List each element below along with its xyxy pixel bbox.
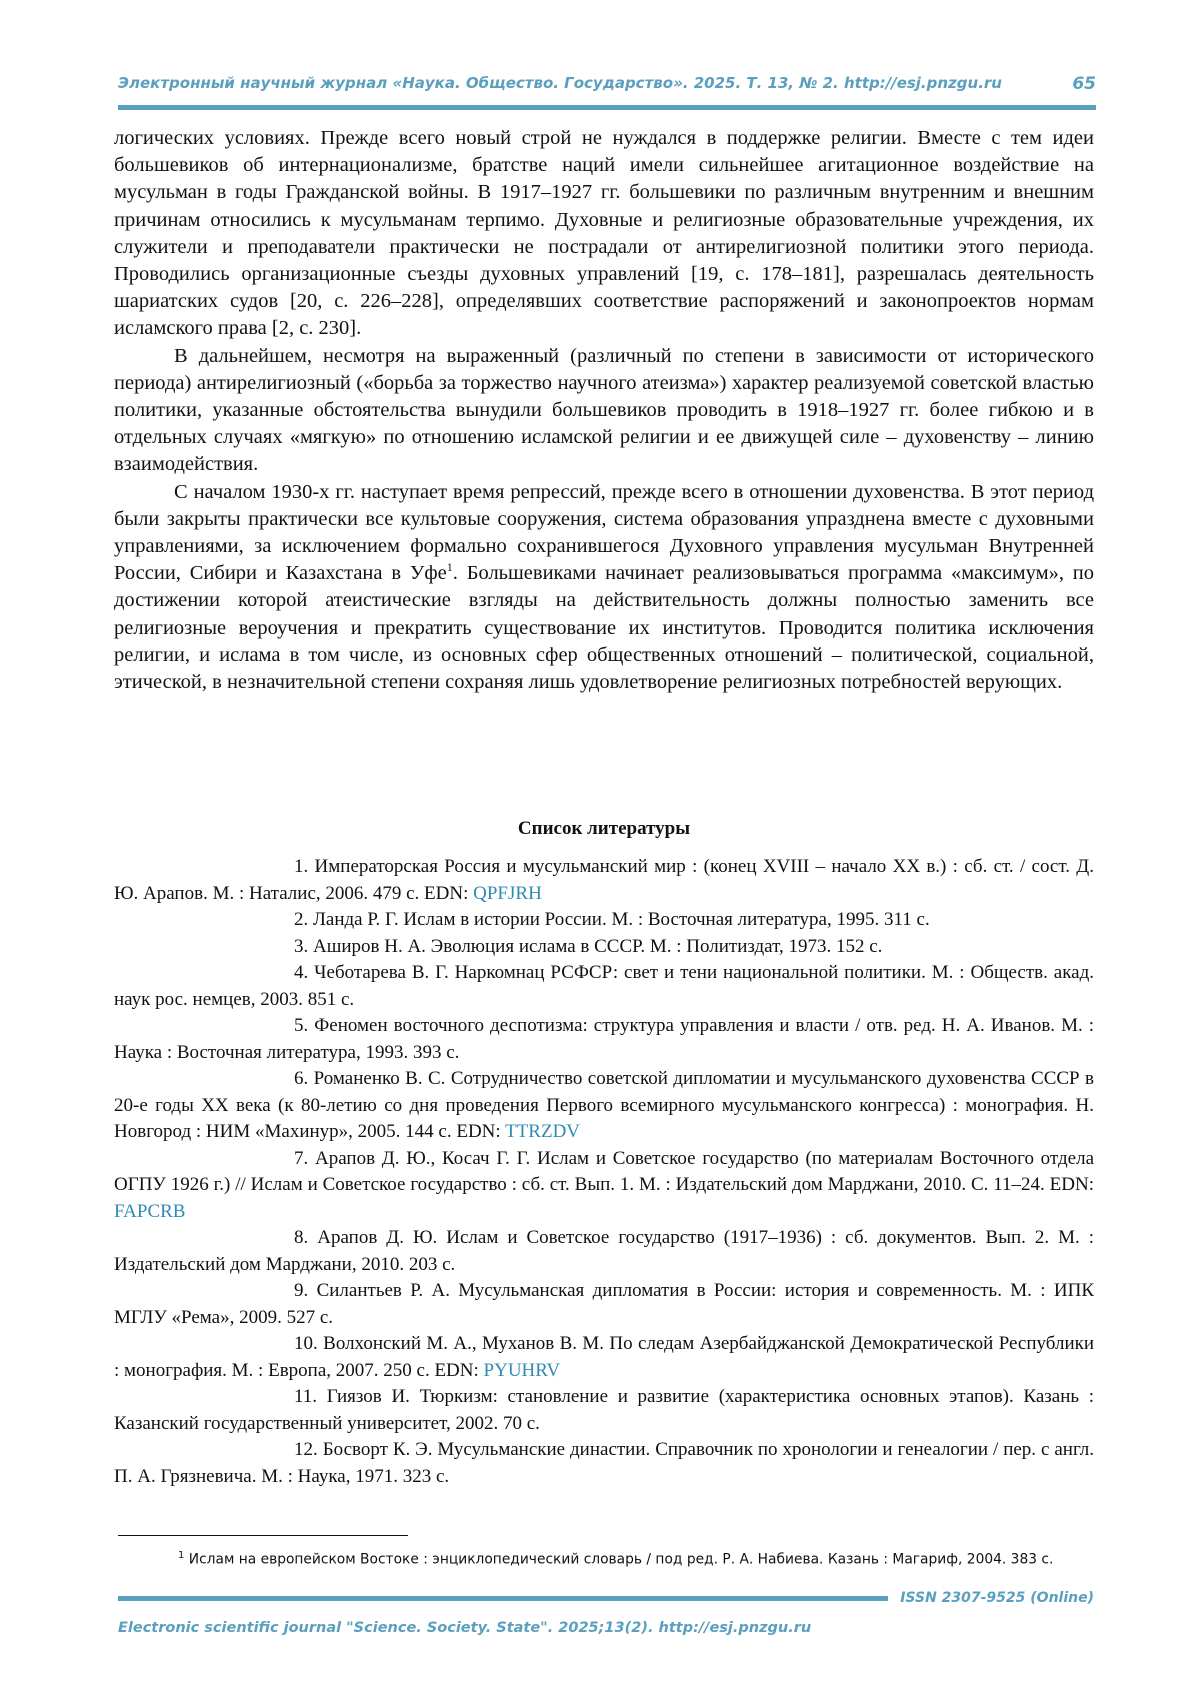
journal-header-text: Электронный научный журнал «Наука. Общество. Государство». 2025. Т. 13, № 2. http://esj.pnzgu.ru	[118, 74, 1002, 92]
footnote	[118, 1546, 1094, 1570]
reference-text: Волхонский М. А., Муханов В. М. По следам Азербайджанской Демократической Республики : монография. М. : Европа, 2007. 250 с. EDN:	[114, 1333, 1095, 1381]
reference-number: 9.	[294, 1280, 309, 1301]
reference-number: 7.	[294, 1147, 309, 1169]
reference-number: 10.	[294, 1333, 318, 1354]
reference-number: 1.	[294, 856, 309, 877]
reference-text: Императорская Россия и мусульманский мир : (конец XVIII – начало XX в.) : сб. ст. / сост. Д. Ю. Арапов. М. : Наталис, 2006. 479 с. EDN:	[114, 856, 1094, 904]
reference-item	[114, 1013, 1094, 1066]
reference-text: Чеботарева В. Г. Наркомнац РСФСР: свет и тени национальной политики. М. : Обществ. акад. наук рос. немцев, 2003. 851 с.	[114, 962, 1095, 1010]
footer-journal-text: Electronic scientific journal "Science. Society. State". 2025;13(2). http://esj.pnzgu.ru	[118, 1620, 812, 1636]
reference-text: Босворт К. Э. Мусульманские династии. Справочник по хронологии и генеалогии / пер. с англ. П. А. Грязневича. М. : Наука, 1971. 323 с.	[114, 1439, 1094, 1487]
reference-number: 3.	[294, 935, 309, 957]
paragraph	[114, 479, 1094, 697]
reference-text: Силантьев Р. А. Мусульманская дипломатия в России: история и современность. М. : ИПК МГЛУ «Рема», 2009. 527 с.	[114, 1280, 1094, 1328]
header-rule	[118, 105, 1096, 110]
footnote-number: 1	[178, 1550, 185, 1561]
reference-item	[114, 960, 1094, 1013]
reference-item	[114, 1437, 1094, 1490]
reference-item	[114, 907, 1094, 934]
reference-number: 11.	[294, 1386, 318, 1407]
paragraph-text: С началом 1930-х гг. наступает время репрессий, прежде всего в отношении духовенства. В этот период были закрыты практически все культовые сооружения, система образования упразднена вместе с духовными управлениями, за исключением формально сохранившегося Духовного управления мусульман Внутренней России, Сибири и Казахстана в Уфе	[114, 480, 1094, 585]
reference-text: Ланда Р. Г. Ислам в истории России. М. : Восточная литература, 1995. 311 с.	[313, 909, 930, 930]
paragraph: логических условиях. Прежде всего новый строй не нуждался в поддержке религии. Вместе с тем идеи большевиков об интернационализме, братстве наций имели сильнейшее агитационное воздействие на мусульман в годы Гражданской войны. В 1917–1927 гг. большевики по различным внутренним и внешним причинам относились к мусульманам терпимо. Духовные и религиозные образовательные учреждения, их служители и преподаватели практически не пострадали от антирелигиозной политики этого периода. Проводились организационные съезды духовных управлений [19, с. 178–181], разрешалась деятельность шариатских судов [20, с. 226–228], определявших соответствие распоряжений и законопроектов нормам исламского права [2, с. 230].	[114, 127, 1094, 340]
article-body	[114, 125, 1094, 696]
reference-item	[114, 854, 1094, 907]
reference-number: 4.	[294, 962, 309, 983]
issn-label: ISSN 2307-9525 (Online)	[900, 1590, 1094, 1606]
reference-text: Феномен восточного деспотизма: структура управления и власти / отв. ред. Н. А. Иванов. М. : Наука : Восточная литература, 1993. 393 с.	[114, 1015, 1095, 1063]
reference-text: Романенко В. С. Сотрудничество советской дипломатии и мусульманского духовенства СССР в 20-е годы XX века (к 80-летию со дня проведения Первого всемирного мусульманского конгресса) : монография. Н. Новгород : НИМ «Махинур», 2005. 144 с. EDN:	[114, 1068, 1094, 1142]
running-header	[118, 74, 1096, 98]
edn-link[interactable]: PYUHRV	[483, 1359, 561, 1381]
reference-item	[114, 1331, 1094, 1384]
reference-item	[114, 1225, 1094, 1278]
paragraph: В дальнейшем, несмотря на выраженный (различный по степени в зависимости от исторического периода) антирелигиозный («борьба за торжество научного атеизма») характер реализуемой советской властью политики, указанные обстоятельства вынудили большевиков проводить в 1918–1927 гг. более гибкою и в отдельных случаях «мягкую» по отношению исламской религии и ее движущей силе – духовенству – линию взаимодействия.	[114, 344, 1094, 476]
reference-number: 6.	[294, 1068, 309, 1089]
reference-item	[114, 1278, 1094, 1331]
reference-item	[114, 1146, 1094, 1226]
reference-item	[114, 1066, 1094, 1146]
reference-text: Арапов Д. Ю. Ислам и Советское государство (1917–1936) : сб. документов. Вып. 2. М. : Издательский дом Марджани, 2010. 203 с.	[114, 1227, 1095, 1275]
reference-number: 8.	[294, 1227, 309, 1248]
paragraph-text: . Большевиками начинает реализовываться программа «максимум», по достижении которой атеистические взгляды на действительность должны полностью заменить все религиозные вероучения и прекратить существование их институтов. Проводится политика исключения религии, и ислама в том числе, из основных сфер общественных отношений – политической, социальной, этической, в незначительной степени сохраняя лишь удовлетворение религиозных потребностей верующих.	[114, 562, 1095, 694]
edn-link[interactable]: QPFJRH	[473, 882, 542, 904]
reference-number: 2.	[294, 909, 309, 930]
edn-link[interactable]: FAPCRB	[114, 1200, 186, 1222]
reference-item	[114, 934, 1094, 961]
page-number: 65	[1072, 74, 1096, 94]
reference-number: 5.	[294, 1015, 309, 1036]
footnote-marker[interactable]: 1	[446, 560, 453, 575]
reference-text: Арапов Д. Ю., Косач Г. Г. Ислам и Советское государство (по материалам Восточного отдела ОГПУ 1926 г.) // Ислам и Советское государство : сб. ст. Вып. 1. М. : Издательский дом Марджани, 2010. С. 11–24. EDN:	[114, 1147, 1095, 1195]
reference-text: Аширов Н. А. Эволюция ислама в СССР. М. : Политиздат, 1973. 152 с.	[313, 935, 883, 957]
reference-number: 12.	[294, 1439, 318, 1460]
references-heading: Список литературы	[517, 818, 691, 839]
reference-item	[114, 1384, 1094, 1437]
footnote-rule	[118, 1535, 408, 1536]
footnote-text: Ислам на европейском Востоке : энциклопедический словарь / под ред. Р. А. Набиева. Казань : Магариф, 2004. 383 с.	[184, 1551, 1054, 1568]
reference-text: Гиязов И. Тюркизм: становление и развитие (характеристика основных этапов). Казань : Казанский государственный университет, 2002. 70 с.	[114, 1386, 1094, 1434]
footer-rule	[118, 1596, 888, 1601]
edn-link[interactable]: TTRZDV	[505, 1121, 581, 1142]
references-list	[114, 854, 1094, 1490]
